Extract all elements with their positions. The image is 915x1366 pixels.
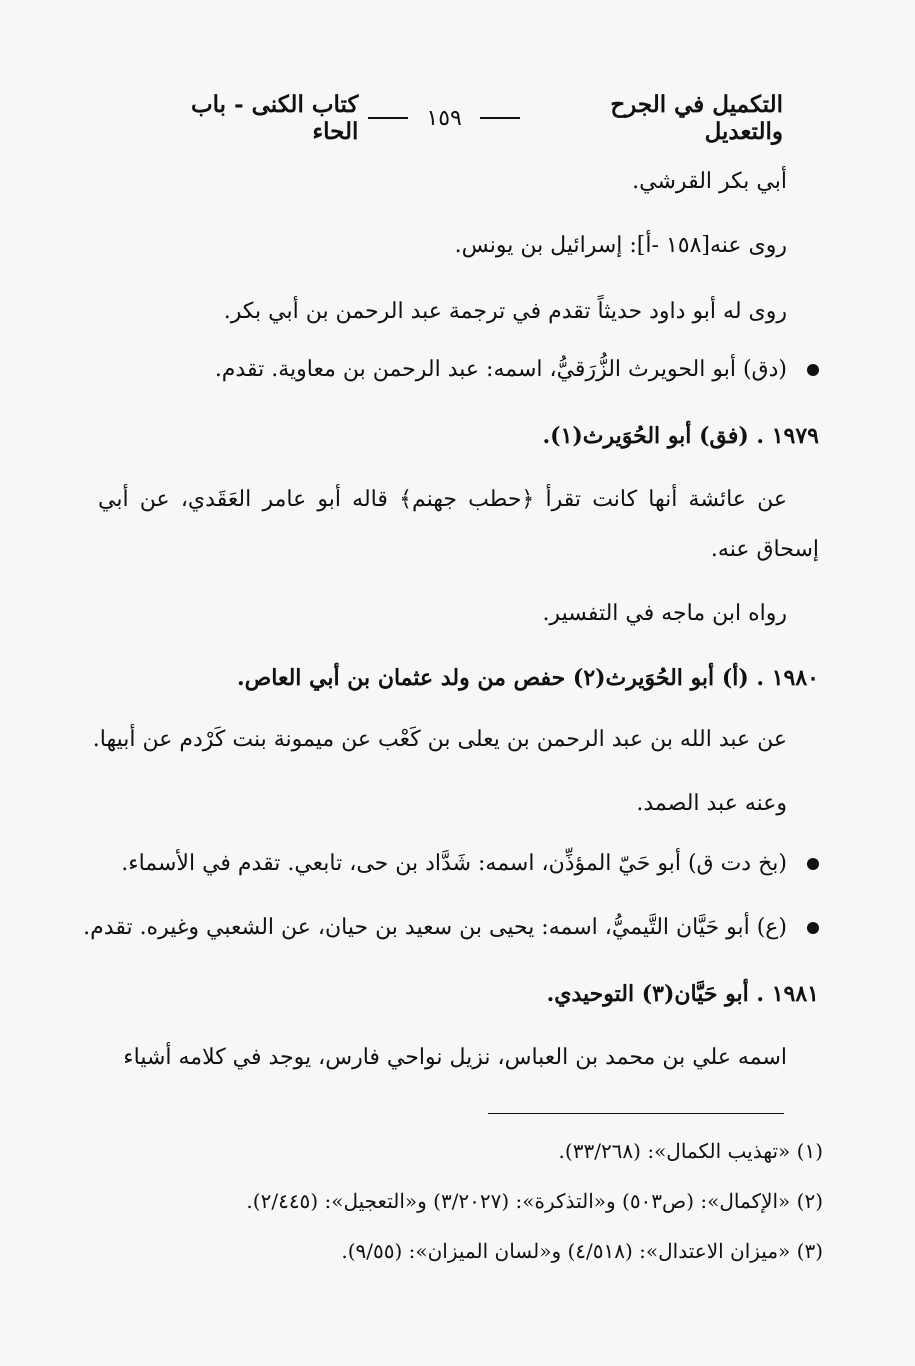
entry-heading: ١٩٨١ . أبو حَيَّان(٣) التوحيدي. xyxy=(546,981,819,1007)
section-title: كتاب الكنى - باب الحاء xyxy=(191,91,359,145)
text-line: إسحاق عنه. xyxy=(710,537,819,562)
cross-reference-line: (دق) أبو الحويرث الزُّرَقيُّ، اسمه: عبد الرحمن بن معاوية. تقدم. xyxy=(214,357,787,382)
cross-reference-line: (بخ دت ق) أبو حَيّ المؤذِّن، اسمه: شَدَّاد بن حى، تابعي. تقدم في الأسماء. xyxy=(121,851,787,876)
entry-heading: ١٩٧٩ . (فق) أبو الحُوَيرث(١). xyxy=(542,423,819,449)
text-line: عن عبد الله بن عبد الرحمن بن يعلى بن كَعْب عن ميمونة بنت كَرْدم عن أبيها. xyxy=(92,727,787,752)
bullet-icon xyxy=(807,858,819,870)
text-line: أبي بكر القرشي. xyxy=(632,169,787,194)
page-number: ١٥٩ xyxy=(426,105,462,131)
footnote: (١) «تهذيب الكمال»: (٣٣/٢٦٨). xyxy=(558,1139,823,1163)
cross-reference-line: (ع) أبو حَيَّان التَّيميُّ، اسمه: يحيى بن سعيد بن حيان، عن الشعبي وغيره. تقدم. xyxy=(83,915,787,940)
text-line: روى عنه[١٥٨ -أ]: إسرائيل بن يونس. xyxy=(454,233,787,258)
text-line: رواه ابن ماجه في التفسير. xyxy=(542,601,787,626)
entry-heading: ١٩٨٠ . (أ) أبو الحُوَيرث(٢) حفص من ولد عثمان بن أبي العاص. xyxy=(237,665,819,691)
footnote-divider xyxy=(488,1113,784,1114)
header-dash xyxy=(368,117,408,119)
bullet-icon xyxy=(807,922,819,934)
bullet-icon xyxy=(807,364,819,376)
text-line: اسمه علي بن محمد بن العباس، نزيل نواحي فارس، يوجد في كلامه أشياء xyxy=(123,1045,787,1070)
book-title: التكميل في الجرح والتعديل xyxy=(610,91,783,145)
text-line: عن عائشة أنها كانت تقرأ ﴿حطب جهنم﴾ قاله أبو عامر العَقَدي، عن أبي xyxy=(98,487,787,512)
running-header xyxy=(142,91,783,145)
footnote: (٢) «الإكمال»: (ص٥٠٣) و«التذكرة»: (٣/٢٠٢٧) و«التعجيل»: (٢/٤٤٥). xyxy=(246,1189,823,1213)
text-line: روى له أبو داود حديثاً تقدم في ترجمة عبد الرحمن بن أبي بكر. xyxy=(223,299,787,324)
footnote: (٣) «ميزان الاعتدال»: (٤/٥١٨) و«لسان الميزان»: (٩/٥٥). xyxy=(341,1239,823,1263)
text-line: وعنه عبد الصمد. xyxy=(636,791,787,816)
header-dash xyxy=(480,117,520,119)
